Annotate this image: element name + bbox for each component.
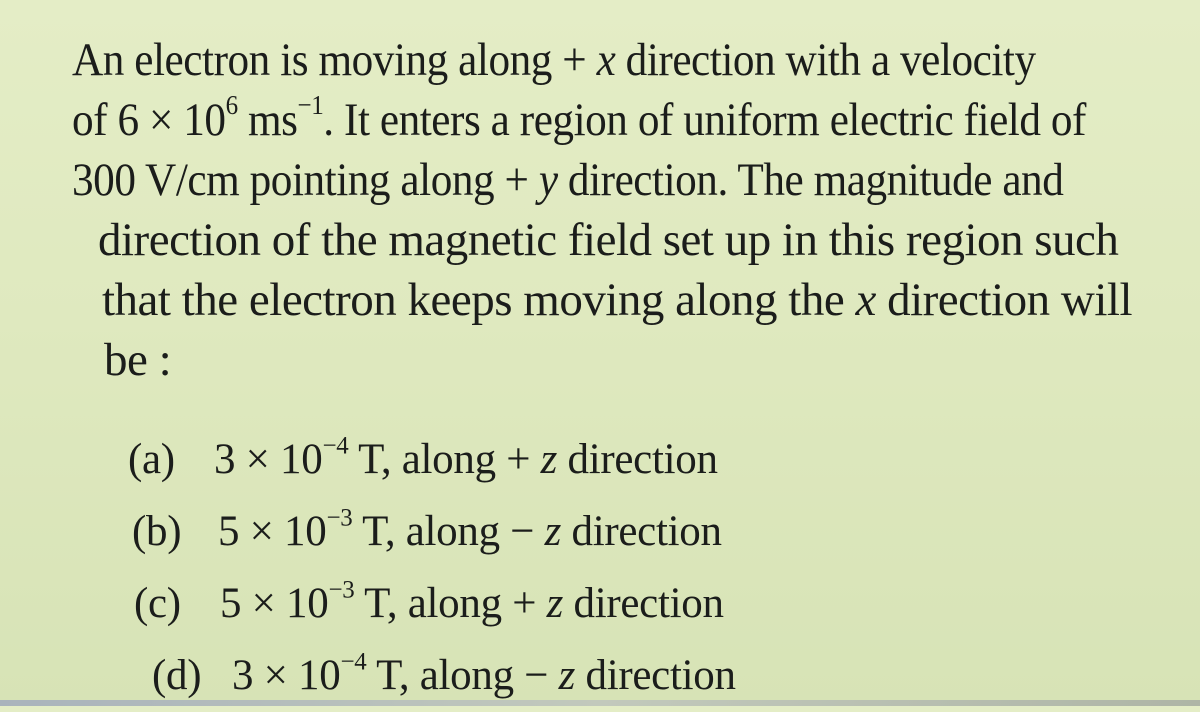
option-letter: (d) — [152, 652, 202, 699]
option-text: T, along + — [354, 580, 547, 627]
option-base: 3 × 10 — [214, 436, 323, 483]
option-exponent: −4 — [322, 432, 349, 460]
option-exponent: −3 — [328, 576, 355, 604]
question-line-2-mid: ms — [237, 94, 298, 146]
option-var: z — [540, 436, 558, 483]
question-line-3-post: direction. The magnitude and — [557, 154, 1064, 206]
option-letter: (b) — [132, 508, 182, 555]
option-b[interactable] — [128, 496, 736, 568]
question-line-5 — [72, 270, 1182, 330]
option-base: 5 × 10 — [220, 580, 329, 627]
option-var: z — [544, 508, 562, 555]
question-line-1-post: direction with a velocity — [615, 34, 1036, 86]
option-base: 5 × 10 — [218, 508, 327, 555]
option-letter: (c) — [134, 580, 181, 627]
option-var: z — [558, 652, 576, 699]
option-exponent: −3 — [326, 504, 353, 532]
option-text: T, along − — [352, 508, 545, 555]
option-a[interactable] — [128, 424, 736, 496]
question-line-2-exp2: −1 — [297, 89, 324, 120]
question-line-1-pre: An electron is moving along + — [72, 34, 597, 86]
question-line-2 — [72, 90, 1093, 150]
option-direction: direction — [557, 436, 718, 483]
answer-options — [128, 424, 736, 712]
question-line-2-pre: of 6 × 10 — [72, 94, 226, 146]
question-line-4: direction of the magnetic field set up in this region such — [98, 214, 1119, 266]
question-line-3-var: y — [538, 154, 558, 206]
option-var: z — [546, 580, 564, 627]
option-text: T, along − — [366, 652, 559, 699]
question-line-6: be : — [104, 334, 172, 386]
bottom-edge — [0, 700, 1200, 706]
question-line-2-exp1: 6 — [225, 89, 238, 120]
option-c[interactable] — [128, 568, 736, 640]
question-line-5-post: direction will — [875, 274, 1133, 326]
option-letter: (a) — [128, 436, 175, 483]
question-line-1-var: x — [596, 34, 616, 86]
question-line-1 — [72, 30, 1093, 90]
option-direction: direction — [575, 652, 736, 699]
question-line-5-pre: that the electron keeps moving along the — [102, 274, 856, 326]
option-direction: direction — [561, 508, 722, 555]
option-base: 3 × 10 — [232, 652, 341, 699]
option-text: T, along + — [348, 436, 541, 483]
question-line-3 — [72, 150, 1093, 210]
option-exponent: −4 — [340, 648, 367, 676]
question-line-3-pre: 300 V/cm pointing along + — [72, 154, 539, 206]
question-line-5-var: x — [855, 274, 876, 326]
option-direction: direction — [563, 580, 724, 627]
question-line-2-post: . It enters a region of uniform electric field of — [323, 94, 1086, 146]
question-text — [72, 30, 1182, 390]
